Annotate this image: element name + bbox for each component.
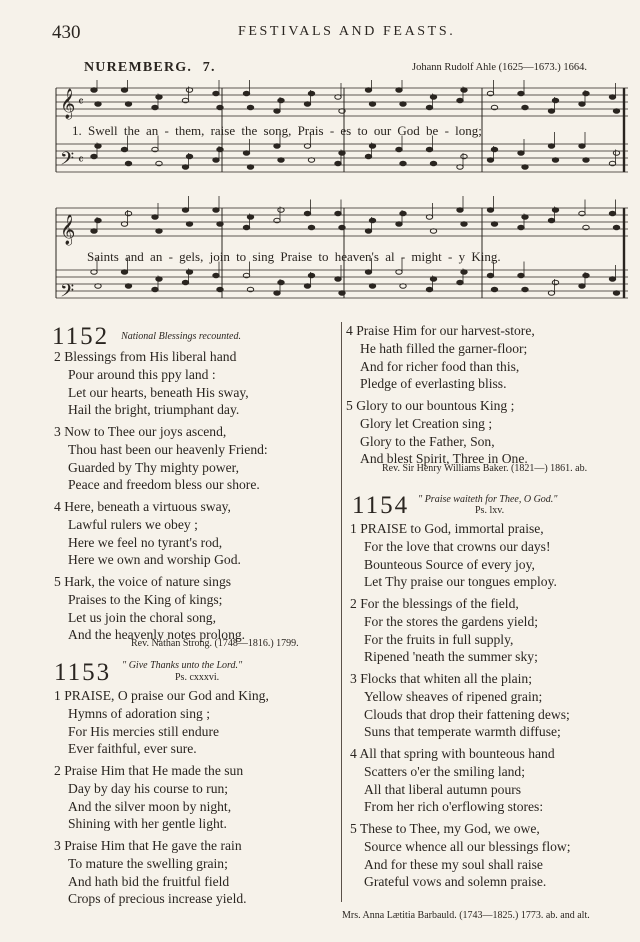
hymn-title: " Give Thanks unto the Lord." bbox=[122, 660, 243, 671]
note-head bbox=[243, 225, 249, 230]
column-divider bbox=[341, 322, 342, 902]
note-head bbox=[522, 287, 528, 292]
note-head bbox=[182, 280, 188, 285]
note-head bbox=[369, 144, 375, 149]
stanza-line: And the heavenly notes prolong. bbox=[68, 627, 246, 643]
hymn-attribution: Mrs. Anna Lætitia Barbauld. (1743—1825.) 1773. ab. and alt. bbox=[342, 910, 590, 921]
hymn-text bbox=[54, 687, 334, 907]
note-head bbox=[426, 287, 432, 292]
hymn-psalm-reference: Ps. lxv. bbox=[475, 505, 505, 516]
note-head bbox=[304, 102, 310, 107]
note-head bbox=[548, 218, 554, 223]
note-head bbox=[278, 98, 284, 103]
note-head bbox=[217, 105, 223, 110]
note-head bbox=[247, 215, 253, 220]
note-head bbox=[396, 222, 402, 227]
note-head bbox=[548, 109, 554, 114]
stanza-line: Crops of precious increase yield. bbox=[68, 891, 247, 907]
stanza-line: All that liberal autumn pours bbox=[364, 781, 522, 797]
note-head bbox=[121, 88, 127, 93]
stanza-line: And for these my soul shall raise bbox=[364, 856, 543, 872]
note-head bbox=[339, 291, 345, 296]
note-head bbox=[186, 222, 192, 227]
note-head bbox=[274, 291, 280, 296]
note-head bbox=[247, 165, 253, 170]
running-head: FESTIVALS AND FEASTS. bbox=[238, 24, 456, 39]
stanza-line: Let our hearts, beneath His sway, bbox=[68, 384, 249, 400]
note-head bbox=[426, 105, 432, 110]
note-head bbox=[609, 211, 615, 216]
note-head bbox=[304, 211, 310, 216]
note-head bbox=[95, 144, 101, 149]
note-head bbox=[121, 147, 127, 152]
stanza-first-line: 4 Here, beneath a virtuous sway, bbox=[54, 499, 231, 514]
stanza-first-line: 3 Flocks that whiten all the plain; bbox=[350, 671, 532, 686]
note-head bbox=[213, 91, 219, 96]
hymn-number: 1154 bbox=[352, 492, 410, 519]
hymn-header bbox=[52, 323, 241, 351]
note-head bbox=[125, 161, 131, 166]
stanza-line: Ripened 'neath the summer sky; bbox=[364, 649, 538, 665]
note-head bbox=[335, 211, 341, 216]
note-head bbox=[335, 161, 341, 166]
note-head bbox=[487, 208, 493, 213]
stanza-line: Scatters o'er the smiling land; bbox=[364, 763, 526, 779]
note-head bbox=[369, 218, 375, 223]
stanza-line: Yellow sheaves of ripened grain; bbox=[364, 688, 543, 704]
stanza-line: Grateful vows and solemn praise. bbox=[364, 874, 547, 890]
note-head bbox=[95, 102, 101, 107]
note-head bbox=[583, 158, 589, 163]
note-head bbox=[552, 98, 558, 103]
note-head bbox=[613, 109, 619, 114]
stanza-line: Shining with her gentle light. bbox=[68, 816, 227, 832]
note-head bbox=[121, 270, 127, 275]
note-head bbox=[335, 277, 341, 282]
note-head bbox=[461, 88, 467, 93]
note-head bbox=[487, 158, 493, 163]
note-head bbox=[247, 105, 253, 110]
note-head bbox=[152, 287, 158, 292]
stanza-line: Pledge of everlasting bliss. bbox=[360, 376, 507, 392]
note-head bbox=[182, 208, 188, 213]
hymn-header bbox=[352, 492, 409, 520]
note-head bbox=[156, 95, 162, 100]
note-head bbox=[308, 91, 314, 96]
note-head bbox=[217, 147, 223, 152]
hymn-number: 1152 bbox=[52, 323, 110, 350]
note-head bbox=[369, 102, 375, 107]
note-head bbox=[365, 88, 371, 93]
note-head bbox=[308, 273, 314, 278]
time-signature-icon: 𝄴 bbox=[78, 153, 84, 168]
note-head bbox=[491, 222, 497, 227]
note-head bbox=[186, 270, 192, 275]
note-head bbox=[278, 280, 284, 285]
note-head bbox=[91, 88, 97, 93]
note-head bbox=[579, 144, 585, 149]
note-head bbox=[339, 151, 345, 156]
note-head bbox=[213, 208, 219, 213]
note-head bbox=[365, 154, 371, 159]
tune-lyrics-line-2: Saints and an - gels, join to sing Praise to heaven's al - might - y King. bbox=[87, 249, 501, 264]
stanza-line: For the fruits in full supply, bbox=[364, 631, 514, 647]
note-head bbox=[182, 165, 188, 170]
note-head bbox=[396, 88, 402, 93]
note-head bbox=[518, 91, 524, 96]
note-head bbox=[152, 105, 158, 110]
stanza-first-line: 3 Now to Thee our joys ascend, bbox=[54, 424, 227, 439]
stanza-line: Suns that temperate warmth diffuse; bbox=[364, 724, 561, 740]
note-head bbox=[274, 144, 280, 149]
note-head bbox=[91, 229, 97, 234]
hymn-attribution: Rev. Nathan Strong. (1748—1816.) 1799. bbox=[131, 638, 299, 649]
note-head bbox=[579, 284, 585, 289]
note-head bbox=[396, 147, 402, 152]
stanza-line: For the love that crowns our days! bbox=[364, 538, 551, 554]
hymn-attribution: Rev. Sir Henry Williams Baker. (1821—) 1861. ab. bbox=[382, 463, 588, 474]
tune-meter: 7. bbox=[202, 60, 216, 75]
stanza-first-line: 4 All that spring with bounteous hand bbox=[350, 746, 555, 761]
note-head bbox=[400, 102, 406, 107]
stanza-line: For the stores the gardens yield; bbox=[364, 613, 539, 629]
note-head bbox=[518, 273, 524, 278]
note-head bbox=[491, 147, 497, 152]
stanza-line: Here we feel no tyrant's rod, bbox=[68, 534, 223, 550]
stanza-line: Let us join the choral song, bbox=[68, 609, 216, 625]
note-head bbox=[457, 280, 463, 285]
note-head bbox=[430, 277, 436, 282]
note-head bbox=[243, 151, 249, 156]
stanza-line: Bounteous Source of every joy, bbox=[364, 556, 535, 572]
note-head bbox=[491, 287, 497, 292]
stanza-line: Praises to the King of kings; bbox=[68, 591, 223, 607]
note-head bbox=[430, 95, 436, 100]
note-head bbox=[487, 273, 493, 278]
stanza-line: And the silver moon by night, bbox=[68, 798, 232, 814]
hymn-text bbox=[350, 520, 640, 890]
note-head bbox=[217, 222, 223, 227]
note-head bbox=[400, 211, 406, 216]
note-head bbox=[186, 154, 192, 159]
note-head bbox=[369, 284, 375, 289]
tune-lyrics-line-1: 1. Swell the an - them, raise the song, Prais - es to our God be - long; bbox=[72, 123, 482, 138]
note-head bbox=[579, 102, 585, 107]
note-head bbox=[522, 105, 528, 110]
tune-composer: Johann Rudolf Ahle (1625—1673.) 1664. bbox=[412, 62, 587, 73]
stanza-line: Day by day his course to run; bbox=[68, 780, 229, 796]
stanza-line: Hymns of adoration sing ; bbox=[68, 705, 210, 721]
stanza-first-line: 2 For the blessings of the field, bbox=[350, 596, 519, 611]
note-head bbox=[426, 147, 432, 152]
tune-name: NUREMBERG. bbox=[84, 60, 193, 75]
note-head bbox=[457, 98, 463, 103]
stanza-line: Hail the bright, triumphant day. bbox=[68, 402, 240, 418]
stanza-line: And for richer food than this, bbox=[360, 358, 520, 374]
note-head bbox=[125, 284, 131, 289]
note-head bbox=[213, 273, 219, 278]
stanza-first-line: 1 PRAISE to God, immortal praise, bbox=[350, 521, 544, 536]
note-head bbox=[583, 273, 589, 278]
stanza-first-line: 5 Hark, the voice of nature sings bbox=[54, 574, 232, 589]
stanza-line: And blest Spirit, Three in One. bbox=[360, 451, 528, 467]
stanza-line: Glory let Creation sing ; bbox=[360, 415, 493, 431]
note-head bbox=[365, 229, 371, 234]
stanza-line: Here we own and worship God. bbox=[68, 552, 241, 568]
stanza-first-line: 3 Praise Him that He gave the rain bbox=[54, 838, 242, 853]
note-head bbox=[304, 284, 310, 289]
tune-heading bbox=[84, 60, 216, 76]
note-head bbox=[125, 102, 131, 107]
stanza-line: Pour around this ppy land : bbox=[68, 366, 216, 382]
note-head bbox=[217, 287, 223, 292]
hymn-psalm-reference: Ps. cxxxvi. bbox=[175, 672, 220, 683]
note-head bbox=[91, 154, 97, 159]
note-head bbox=[430, 161, 436, 166]
hymn-text bbox=[346, 322, 636, 472]
note-head bbox=[609, 95, 615, 100]
stanza-first-line: 1 PRAISE, O praise our God and King, bbox=[54, 688, 269, 703]
stanza-first-line: 5 Glory to our bountous King ; bbox=[346, 398, 515, 413]
stanza-line: To mature the swelling grain; bbox=[68, 855, 228, 871]
note-head bbox=[552, 158, 558, 163]
note-head bbox=[156, 277, 162, 282]
note-head bbox=[522, 165, 528, 170]
note-head bbox=[522, 215, 528, 220]
note-head bbox=[583, 91, 589, 96]
stanza-line: From her rich o'erflowing stores: bbox=[364, 799, 544, 815]
note-head bbox=[609, 277, 615, 282]
note-head bbox=[278, 158, 284, 163]
note-head bbox=[156, 229, 162, 234]
note-head bbox=[308, 225, 314, 230]
hymn-text bbox=[54, 348, 334, 643]
stanza-first-line: 2 Blessings from His liberal hand bbox=[54, 349, 237, 364]
bass-clef-icon: 𝄢 bbox=[60, 149, 75, 174]
stanza-line: Ever faithful, ever sure. bbox=[68, 741, 197, 757]
stanza-line: Clouds that drop their fattening dews; bbox=[364, 706, 570, 722]
music-score bbox=[52, 80, 632, 320]
stanza-line: Thou hast been our heavenly Friend: bbox=[68, 441, 268, 457]
stanza-line: Lawful rulers we obey ; bbox=[68, 516, 198, 532]
hymn-header bbox=[54, 659, 111, 687]
note-head bbox=[95, 218, 101, 223]
stanza-line: For His mercies still endure bbox=[68, 723, 220, 739]
stanza-line: And hath bid the fruitful field bbox=[68, 873, 230, 889]
note-head bbox=[243, 91, 249, 96]
hymn-number: 1153 bbox=[54, 659, 112, 686]
note-head bbox=[518, 225, 524, 230]
treble-clef-icon: 𝄞 bbox=[60, 215, 76, 245]
stanza-line: He hath filled the garner-floor; bbox=[360, 340, 528, 356]
treble-clef-icon: 𝄞 bbox=[60, 89, 76, 119]
stanza-line: Source whence all our blessings flow; bbox=[364, 838, 571, 854]
note-head bbox=[274, 109, 280, 114]
note-head bbox=[461, 270, 467, 275]
stanza-first-line: 4 Praise Him for our harvest-store, bbox=[346, 323, 535, 338]
stanza-first-line: 5 These to Thee, my God, we owe, bbox=[350, 821, 540, 836]
stanza-first-line: 2 Praise Him that He made the sun bbox=[54, 763, 244, 778]
note-head bbox=[152, 215, 158, 220]
note-head bbox=[461, 222, 467, 227]
note-head bbox=[213, 158, 219, 163]
note-head bbox=[552, 208, 558, 213]
note-head bbox=[518, 151, 524, 156]
stanza-line: Let Thy praise our tongues employ. bbox=[364, 574, 557, 590]
bass-clef-icon: 𝄢 bbox=[60, 281, 75, 306]
stanza-line: Guarded by Thy mighty power, bbox=[68, 459, 239, 475]
time-signature-icon: 𝄴 bbox=[78, 95, 84, 110]
note-head bbox=[457, 208, 463, 213]
stanza-line: Glory to the Father, Son, bbox=[360, 433, 495, 449]
hymn-title: National Blessings recounted. bbox=[121, 331, 241, 342]
page-number: 430 bbox=[52, 22, 81, 43]
note-head bbox=[400, 161, 406, 166]
stanza-line: Peace and freedom bless our shore. bbox=[68, 477, 260, 493]
hymn-title: " Praise waiteth for Thee, O God." bbox=[418, 494, 558, 505]
note-head bbox=[613, 225, 619, 230]
note-head bbox=[548, 144, 554, 149]
note-head bbox=[339, 225, 345, 230]
note-head bbox=[365, 270, 371, 275]
note-head bbox=[613, 291, 619, 296]
